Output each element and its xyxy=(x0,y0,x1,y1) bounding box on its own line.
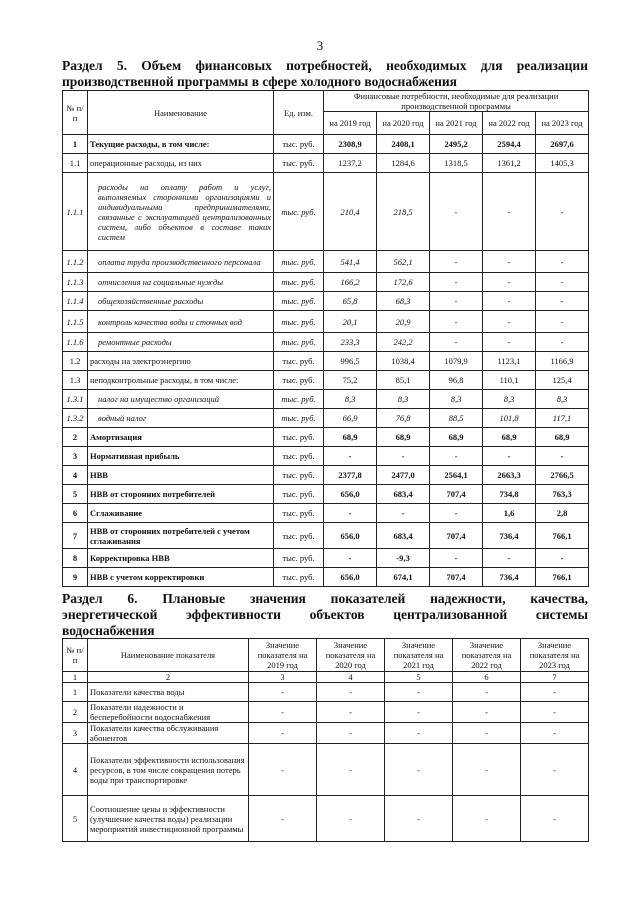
row-value: - xyxy=(483,447,536,466)
table-row xyxy=(63,466,589,485)
row-value: 88,5 xyxy=(430,409,483,428)
row-value: - xyxy=(385,744,453,796)
row-value: 763,3 xyxy=(536,485,589,504)
table-row xyxy=(63,154,589,173)
row-number: 1 xyxy=(63,683,88,702)
row-value: - xyxy=(483,311,536,333)
row-value: - xyxy=(483,292,536,311)
column-number: 7 xyxy=(521,672,589,683)
row-value: 734,8 xyxy=(483,485,536,504)
row-value: - xyxy=(317,702,385,723)
section-6-title-line-1: Раздел 6. Плановые значения показателей надежности, качества, xyxy=(62,591,588,606)
row-value: 656,0 xyxy=(324,485,377,504)
row-value: - xyxy=(317,744,385,796)
row-number: 1.3.1 xyxy=(63,390,88,409)
section-5-title-line-2: производственной программы в сфере холодного водоснабжения xyxy=(62,74,457,89)
row-name: водный налог xyxy=(88,409,274,428)
row-unit: тыс. руб. xyxy=(274,135,324,154)
row-value: - xyxy=(249,723,317,744)
row-value: 96,8 xyxy=(430,371,483,390)
row-value: - xyxy=(536,311,589,333)
row-value: - xyxy=(430,333,483,352)
table-row xyxy=(63,683,589,702)
row-unit: тыс. руб. xyxy=(274,173,324,251)
row-value: 110,1 xyxy=(483,371,536,390)
row-value: 172,6 xyxy=(377,273,430,292)
row-unit: тыс. руб. xyxy=(274,154,324,173)
row-value: 2495,2 xyxy=(430,135,483,154)
row-value: 68,9 xyxy=(430,428,483,447)
row-value: - xyxy=(536,273,589,292)
row-number: 1.3 xyxy=(63,371,88,390)
header-year-2021: на 2021 год xyxy=(430,112,483,135)
row-value: - xyxy=(249,702,317,723)
row-value: 233,3 xyxy=(324,333,377,352)
row-value: - xyxy=(249,796,317,842)
row-value: 1405,3 xyxy=(536,154,589,173)
row-unit: тыс. руб. xyxy=(274,428,324,447)
row-indicator-name: Показатели качества воды xyxy=(88,683,249,702)
row-name: ремонтные расходы xyxy=(88,333,274,352)
row-value: 541,4 xyxy=(324,251,377,273)
row-value: 2766,5 xyxy=(536,466,589,485)
section-5-table-wrapper xyxy=(62,90,588,587)
table-row xyxy=(63,352,589,371)
row-name: НВВ от сторонних потребителей xyxy=(88,485,274,504)
row-unit: тыс. руб. xyxy=(274,292,324,311)
row-unit: тыс. руб. xyxy=(274,352,324,371)
financial-needs-table xyxy=(62,90,589,587)
row-number: 1.1.6 xyxy=(63,333,88,352)
row-name: операционные расходы, из них xyxy=(88,154,274,173)
row-value: 242,2 xyxy=(377,333,430,352)
row-value: 1237,2 xyxy=(324,154,377,173)
row-name: контроль качества воды и сточных вод xyxy=(88,311,274,333)
row-name: неподконтрольные расходы, в том числе: xyxy=(88,371,274,390)
row-number: 4 xyxy=(63,744,88,796)
row-value: 674,1 xyxy=(377,568,430,587)
row-value: - xyxy=(453,683,521,702)
column-number: 1 xyxy=(63,672,88,683)
row-unit: тыс. руб. xyxy=(274,371,324,390)
row-unit: тыс. руб. xyxy=(274,409,324,428)
row-value: 2594,4 xyxy=(483,135,536,154)
header-value-2020: Значение показателя на 2020 год xyxy=(317,639,385,672)
table-row xyxy=(63,371,589,390)
row-value: - xyxy=(249,744,317,796)
row-value: 2663,3 xyxy=(483,466,536,485)
row-number: 1.2 xyxy=(63,352,88,371)
table-row xyxy=(63,428,589,447)
row-value: - xyxy=(536,292,589,311)
row-value: - xyxy=(430,273,483,292)
row-number: 1.1.2 xyxy=(63,251,88,273)
header-num: № п/п xyxy=(63,91,88,135)
row-number: 6 xyxy=(63,504,88,523)
row-number: 1.1.3 xyxy=(63,273,88,292)
row-value: 68,9 xyxy=(377,428,430,447)
row-value: - xyxy=(483,273,536,292)
table-row xyxy=(63,568,589,587)
row-value: - xyxy=(521,702,589,723)
row-value: 707,4 xyxy=(430,523,483,549)
row-name: Текущие расходы, в том числе: xyxy=(88,135,274,154)
row-name: расходы на оплату работ и услуг, выполняемых сторонними организациями и индивидуальными предпринимателями, связанные с эксплуатацией централизованных систем, либо объектов в составе таких систем xyxy=(88,173,274,251)
column-number: 5 xyxy=(385,672,453,683)
row-indicator-name: Показатели качества обслуживания абонентов xyxy=(88,723,249,744)
row-name: оплата труда производственного персонала xyxy=(88,251,274,273)
row-value: - xyxy=(385,683,453,702)
row-value: - xyxy=(483,333,536,352)
row-indicator-name: Показатели эффективности использования ресурсов, в том числе сокращения потерь воды при транспортировке xyxy=(88,744,249,796)
row-value: - xyxy=(317,723,385,744)
header-year-2020: на 2020 год xyxy=(377,112,430,135)
row-value: - xyxy=(385,796,453,842)
row-number: 5 xyxy=(63,485,88,504)
row-value: - xyxy=(521,796,589,842)
row-value: 1361,2 xyxy=(483,154,536,173)
row-number: 3 xyxy=(63,723,88,744)
row-value: 2308,9 xyxy=(324,135,377,154)
section-6-table-wrapper xyxy=(62,638,588,842)
row-value: 766,1 xyxy=(536,523,589,549)
financial-needs-table-body xyxy=(63,135,589,587)
row-value: 68,9 xyxy=(536,428,589,447)
row-value: 85,1 xyxy=(377,371,430,390)
row-number: 2 xyxy=(63,702,88,723)
row-number: 2 xyxy=(63,428,88,447)
row-value: 75,2 xyxy=(324,371,377,390)
row-unit: тыс. руб. xyxy=(274,333,324,352)
column-number: 3 xyxy=(249,672,317,683)
row-indicator-name: Соотношение цены и эффективности (улучшение качества воды) реализации мероприятий инвестиционной программы xyxy=(88,796,249,842)
row-value: 8,3 xyxy=(324,390,377,409)
table-row xyxy=(63,273,589,292)
row-name: НВВ от сторонних потребителей с учетом сглаживания xyxy=(88,523,274,549)
section-5-title-line-1: Раздел 5. Объем финансовых потребностей, необходимых для реализации xyxy=(62,58,588,73)
row-value: - xyxy=(536,447,589,466)
row-name: Амортизация xyxy=(88,428,274,447)
row-number: 5 xyxy=(63,796,88,842)
row-number: 1 xyxy=(63,135,88,154)
column-number: 2 xyxy=(88,672,249,683)
row-value: - xyxy=(483,549,536,568)
row-value: - xyxy=(249,683,317,702)
row-value: 8,3 xyxy=(430,390,483,409)
row-value: 68,9 xyxy=(483,428,536,447)
row-number: 4 xyxy=(63,466,88,485)
row-name: общехозяйственные расходы xyxy=(88,292,274,311)
row-value: 736,4 xyxy=(483,568,536,587)
column-number: 6 xyxy=(453,672,521,683)
row-unit: тыс. руб. xyxy=(274,251,324,273)
row-value: 65,8 xyxy=(324,292,377,311)
row-value: 1038,4 xyxy=(377,352,430,371)
row-value: 656,0 xyxy=(324,568,377,587)
row-value: 166,2 xyxy=(324,273,377,292)
table-row xyxy=(63,523,589,549)
row-unit: тыс. руб. xyxy=(274,568,324,587)
row-unit: тыс. руб. xyxy=(274,390,324,409)
row-value: 8,3 xyxy=(483,390,536,409)
row-value: - xyxy=(453,723,521,744)
row-value: - xyxy=(521,723,589,744)
row-value: - xyxy=(430,447,483,466)
row-value: - xyxy=(536,251,589,273)
row-unit: тыс. руб. xyxy=(274,273,324,292)
row-unit: тыс. руб. xyxy=(274,504,324,523)
row-value: - xyxy=(521,683,589,702)
section-6-title-line-3: водоснабжения xyxy=(62,623,155,638)
header-unit: Ед. изм. xyxy=(274,91,324,135)
row-number: 9 xyxy=(63,568,88,587)
row-unit: тыс. руб. xyxy=(274,523,324,549)
page-number: 3 xyxy=(316,38,324,53)
row-value: - xyxy=(385,723,453,744)
table-row xyxy=(63,292,589,311)
row-value: - xyxy=(453,796,521,842)
row-value: - xyxy=(483,251,536,273)
row-value: 20,9 xyxy=(377,311,430,333)
row-value: - xyxy=(430,173,483,251)
row-name: Корректировка НВВ xyxy=(88,549,274,568)
row-name: НВВ с учетом корректировки xyxy=(88,568,274,587)
row-value: - xyxy=(324,447,377,466)
column-number: 4 xyxy=(317,672,385,683)
row-unit: тыс. руб. xyxy=(274,549,324,568)
row-value: 656,0 xyxy=(324,523,377,549)
row-value: - xyxy=(536,549,589,568)
header-year-2023: на 2023 год xyxy=(536,112,589,135)
row-value: - xyxy=(324,549,377,568)
row-value: 2697,6 xyxy=(536,135,589,154)
row-unit: тыс. руб. xyxy=(274,447,324,466)
table-row xyxy=(63,485,589,504)
row-indicator-name: Показатели надежности и бесперебойности водоснабжения xyxy=(88,702,249,723)
row-name: отчисления на социальные нужды xyxy=(88,273,274,292)
row-value: 8,3 xyxy=(377,390,430,409)
row-value: 766,1 xyxy=(536,568,589,587)
table-row xyxy=(63,409,589,428)
header-year-2022: на 2022 год xyxy=(483,112,536,135)
row-value: 1079,9 xyxy=(430,352,483,371)
row-unit: тыс. руб. xyxy=(274,485,324,504)
table-row xyxy=(63,504,589,523)
row-number: 1.3.2 xyxy=(63,409,88,428)
row-value: 125,4 xyxy=(536,371,589,390)
row-value: - xyxy=(430,311,483,333)
row-value: - xyxy=(430,504,483,523)
table-row xyxy=(63,333,589,352)
row-value: - xyxy=(385,702,453,723)
row-number: 1.1.4 xyxy=(63,292,88,311)
header-indicator-name: Наименование показателя xyxy=(88,639,249,672)
row-name: расходы на электроэнергию xyxy=(88,352,274,371)
row-value: 2477,0 xyxy=(377,466,430,485)
row-value: - xyxy=(521,744,589,796)
row-value: 101,8 xyxy=(483,409,536,428)
row-value: - xyxy=(377,447,430,466)
row-value: 2564,1 xyxy=(430,466,483,485)
row-value: 1,6 xyxy=(483,504,536,523)
row-value: - xyxy=(430,549,483,568)
row-number: 8 xyxy=(63,549,88,568)
table-row xyxy=(63,135,589,154)
header-year-2019: на 2019 год xyxy=(324,112,377,135)
row-name: Нормативная прибыль xyxy=(88,447,274,466)
row-name: налог на имущество организаций xyxy=(88,390,274,409)
row-value: 68,9 xyxy=(324,428,377,447)
table-row xyxy=(63,251,589,273)
indicators-table xyxy=(62,638,589,842)
row-value: - xyxy=(317,683,385,702)
row-value: 1123,1 xyxy=(483,352,536,371)
indicators-table-body xyxy=(63,683,589,842)
row-value: 2,8 xyxy=(536,504,589,523)
row-value: - xyxy=(453,744,521,796)
header-financial-needs: Финансовые потребности, необходимые для реализации производственной программы xyxy=(324,91,589,112)
row-value: 996,5 xyxy=(324,352,377,371)
table-row xyxy=(63,723,589,744)
row-value: 1318,5 xyxy=(430,154,483,173)
row-value: 2377,8 xyxy=(324,466,377,485)
header-name: Наименование xyxy=(88,91,274,135)
row-value: 218,5 xyxy=(377,173,430,251)
row-unit: тыс. руб. xyxy=(274,466,324,485)
table-row xyxy=(63,447,589,466)
row-value: - xyxy=(324,504,377,523)
header-value-2019: Значение показателя на 2019 год xyxy=(249,639,317,672)
row-value: 683,4 xyxy=(377,485,430,504)
row-value: 1284,6 xyxy=(377,154,430,173)
row-value: 707,4 xyxy=(430,568,483,587)
table-row xyxy=(63,796,589,842)
row-number: 7 xyxy=(63,523,88,549)
row-name: Сглаживание xyxy=(88,504,274,523)
header-value-2021: Значение показателя на 2021 год xyxy=(385,639,453,672)
row-value: -9,3 xyxy=(377,549,430,568)
row-value: 562,1 xyxy=(377,251,430,273)
row-value: 66,9 xyxy=(324,409,377,428)
table-row xyxy=(63,311,589,333)
row-value: - xyxy=(453,702,521,723)
row-value: 117,1 xyxy=(536,409,589,428)
row-value: 76,8 xyxy=(377,409,430,428)
row-value: - xyxy=(536,333,589,352)
row-value: - xyxy=(430,292,483,311)
row-value: 1166,9 xyxy=(536,352,589,371)
row-unit: тыс. руб. xyxy=(274,311,324,333)
row-value: 20,1 xyxy=(324,311,377,333)
table-row xyxy=(63,702,589,723)
row-value: - xyxy=(377,504,430,523)
table-row xyxy=(63,173,589,251)
row-value: - xyxy=(536,173,589,251)
header-value-2023: Значение показателя на 2023 год xyxy=(521,639,589,672)
section-6-title-line-2: энергетической эффективности объектов централизованной системы xyxy=(62,607,588,622)
row-value: 8,3 xyxy=(536,390,589,409)
row-name: НВВ xyxy=(88,466,274,485)
row-value: 707,4 xyxy=(430,485,483,504)
row-value: 210,4 xyxy=(324,173,377,251)
row-value: 683,4 xyxy=(377,523,430,549)
row-number: 3 xyxy=(63,447,88,466)
table-row xyxy=(63,549,589,568)
row-number: 1.1 xyxy=(63,154,88,173)
row-value: - xyxy=(430,251,483,273)
row-value: 736,4 xyxy=(483,523,536,549)
row-number: 1.1.5 xyxy=(63,311,88,333)
row-value: 2408,1 xyxy=(377,135,430,154)
row-value: - xyxy=(317,796,385,842)
table-row xyxy=(63,390,589,409)
table-row xyxy=(63,744,589,796)
header-value-2022: Значение показателя на 2022 год xyxy=(453,639,521,672)
row-value: 68,3 xyxy=(377,292,430,311)
row-value: - xyxy=(483,173,536,251)
header-num: № п/п xyxy=(63,639,88,672)
row-number: 1.1.1 xyxy=(63,173,88,251)
